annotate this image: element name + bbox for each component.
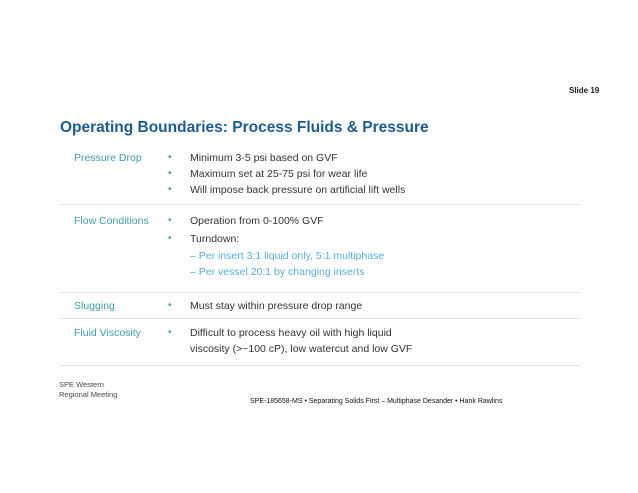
org-line-2: Regional Meeting <box>59 390 118 399</box>
table-row-fluid-viscosity: Fluid Viscosity • Difficult to process heavy oil with high liquid viscosity (>~100 cP), low watercut and low GVF <box>60 319 580 366</box>
organization-logo-text <box>59 380 117 400</box>
row-label-fluid-viscosity: Fluid Viscosity <box>74 327 141 339</box>
row-label-flow-conditions: Flow Conditions <box>74 215 149 227</box>
table-row-pressure-drop: Pressure Drop • Minimum 3-5 psi based on GVF • Maximum set at 25-75 psi for wear life • Will impose back pressure on artificial lift wells <box>60 146 580 205</box>
slide-number: Slide 19 <box>569 86 600 95</box>
table-row-slugging: Slugging • Must stay within pressure drop range <box>60 293 580 319</box>
row-label-slugging: Slugging <box>74 300 115 312</box>
table-row-flow-conditions: Flow Conditions • Operation from 0-100% GVF • Turndown: – Per insert 3:1 liquid only, 5:1 multiphase – Per vessel 20:1 by changing inserts <box>60 205 580 293</box>
footer-reference: SPE-185658-MS • Separating Solids First – Multiphase Desander • Hank Rawlins <box>250 398 503 405</box>
slide-title: Operating Boundaries: Process Fluids & Pressure <box>60 119 429 136</box>
content-table <box>60 146 580 366</box>
org-line-1: SPE Western <box>59 380 104 389</box>
row-label-pressure-drop: Pressure Drop <box>74 152 142 164</box>
